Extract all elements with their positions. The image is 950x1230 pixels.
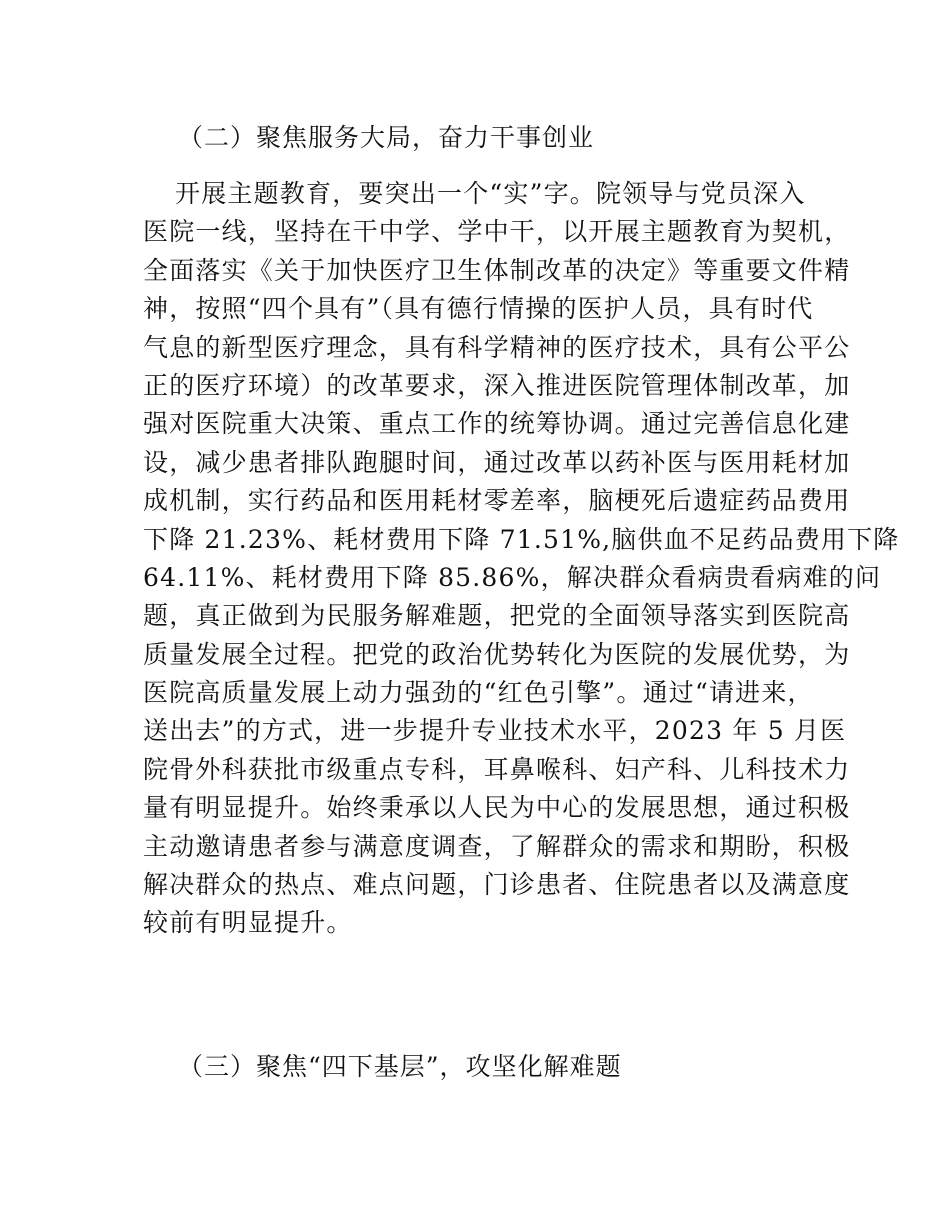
paragraph-line: 医院一线，坚持在干中学、学中干，以开展主题教育为契机， [143,217,851,247]
paragraph-line: 送出去”的方式，进一步提升专业技术水平，2023 年 5 月医 [143,716,847,746]
paragraph-line: 正的医疗环境）的改革要求，深入推进医院管理体制改革，加 [143,370,851,400]
paragraph-line: 64.11%、耗材费用下降 85.86%，解决群众看病贵看病难的问 [143,562,882,592]
section-heading-2: （二）聚焦服务大局，奋力干事创业 [178,123,595,152]
paragraph-line: 强对医院重大决策、重点工作的统筹协调。通过完善信息化建 [143,409,851,439]
paragraph-line: 主动邀请患者参与满意度调查，了解群众的需求和期盼，积极 [143,831,851,861]
paragraph-line: 院骨外科获批市级重点专科，耳鼻喉科、妇产科、儿科技术力 [143,754,851,784]
paragraph-line: 下降 21.23%、耗材费用下降 71.51%,脑供血不足药品费用下降 [143,524,900,554]
paragraph-line: 较前有明显提升。 [143,908,353,938]
paragraph-line: 量有明显提升。始终秉承以人民为中心的发展思想，通过积极 [143,793,851,823]
section-heading-3: （三）聚焦“四下基层”，攻坚化解难题 [178,1052,622,1081]
paragraph-line: 题，真正做到为民服务解难题，把党的全面领导落实到医院高 [143,601,851,631]
paragraph-line: 全面落实《关于加快医疗卫生体制改革的决定》等重要文件精 [143,255,851,285]
body-paragraph [143,175,900,943]
paragraph-line: 医院高质量发展上动力强劲的“红色引擎”。通过“请进来， [143,678,814,708]
paragraph-line: 设，减少患者排队跑腿时间，通过改革以药补医与医用耗材加 [143,447,851,477]
paragraph-line: 神，按照“四个具有”（具有德行情操的医护人员，具有时代 [143,294,814,324]
paragraph-line: 解决群众的热点、难点问题，门诊患者、住院患者以及满意度 [143,870,851,900]
paragraph-line: 成机制，实行药品和医用耗材零差率，脑梗死后遗症药品费用 [143,486,851,516]
paragraph-line: 气息的新型医疗理念，具有科学精神的医疗技术，具有公平公 [143,332,851,362]
paragraph-line: 质量发展全过程。把党的政治优势转化为医院的发展优势，为 [143,639,851,669]
paragraph-line: 开展主题教育，要突出一个“实”字。院领导与党员深入 [175,179,806,208]
